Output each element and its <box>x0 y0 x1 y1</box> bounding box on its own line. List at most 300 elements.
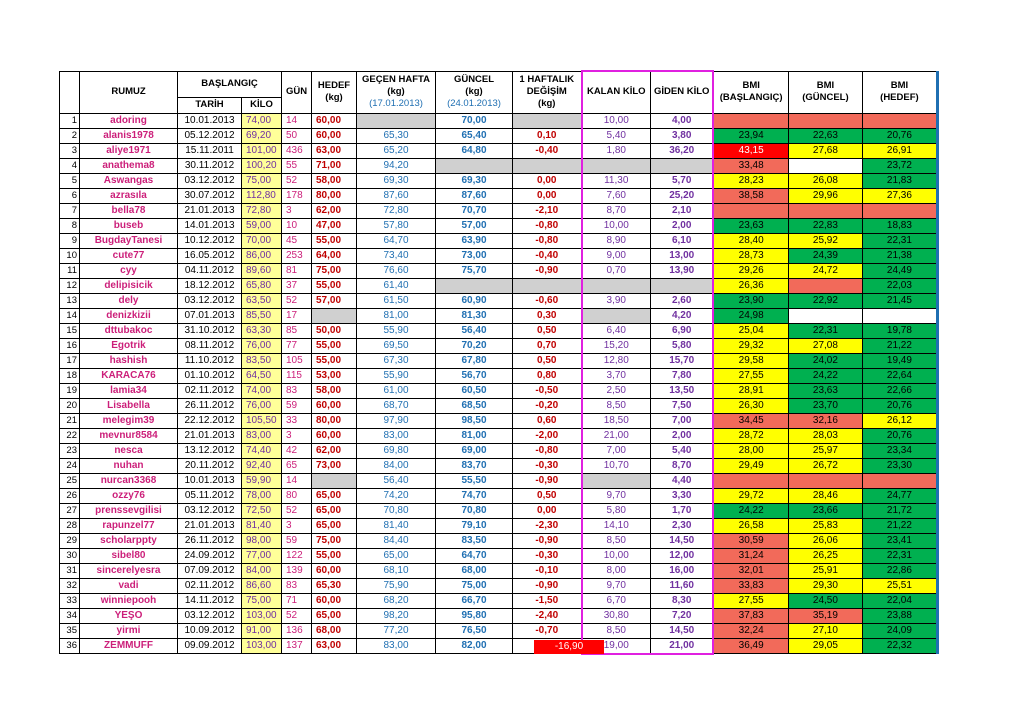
table-body <box>60 113 938 654</box>
bmi-target-cell: 20,76 <box>862 428 937 443</box>
day-count-cell: 10 <box>282 218 312 233</box>
bmi-current-cell: 23,70 <box>788 398 862 413</box>
lost-kilo-cell: 14,50 <box>651 623 714 638</box>
row-index-cell: 19 <box>60 383 80 398</box>
bmi-current-cell: 22,92 <box>788 293 862 308</box>
bmi-start-cell: 29,49 <box>713 458 788 473</box>
current-kilo-cell: 81,30 <box>436 308 513 323</box>
day-count-cell: 52 <box>282 173 312 188</box>
day-count-cell: 50 <box>282 128 312 143</box>
start-date-cell: 10.01.2013 <box>178 473 242 488</box>
weekly-change-cell: -0,70 <box>513 623 582 638</box>
table-row <box>60 113 938 128</box>
header-bmi2-a: BMI <box>816 80 835 91</box>
weekly-change-cell: -1,50 <box>513 593 582 608</box>
start-kilo-cell: 72,80 <box>242 203 282 218</box>
rumuz-cell: Aswangas <box>80 173 178 188</box>
last-week-kilo-cell <box>357 113 436 128</box>
row-index-cell: 32 <box>60 578 80 593</box>
target-kilo-cell: 65,00 <box>312 608 357 623</box>
start-date-cell: 10.09.2012 <box>178 623 242 638</box>
table-row <box>60 638 938 654</box>
weekly-change-cell: 0,00 <box>513 503 582 518</box>
bmi-current-cell: 22,63 <box>788 128 862 143</box>
lost-kilo-cell: 12,00 <box>651 548 714 563</box>
weekly-change-cell: -0,80 <box>513 218 582 233</box>
weekly-change-cell: -2,30 <box>513 518 582 533</box>
target-kilo-cell: 60,00 <box>312 563 357 578</box>
table-row <box>60 263 938 278</box>
target-kilo-cell: 55,00 <box>312 548 357 563</box>
day-count-cell: 14 <box>282 113 312 128</box>
day-count-cell: 52 <box>282 608 312 623</box>
current-kilo-cell: 64,70 <box>436 548 513 563</box>
start-date-cell: 16.05.2012 <box>178 248 242 263</box>
table-row <box>60 188 938 203</box>
lost-kilo-cell: 3,80 <box>651 128 714 143</box>
bmi-target-cell: 21,83 <box>862 173 937 188</box>
weekly-change-cell: -0,30 <box>513 458 582 473</box>
bmi-current-cell <box>788 203 862 218</box>
rumuz-cell: yirmi <box>80 623 178 638</box>
header-gun: GÜN <box>282 71 312 113</box>
last-week-kilo-cell: 61,40 <box>357 278 436 293</box>
remaining-kilo-cell: 8,50 <box>582 398 651 413</box>
current-kilo-cell: 82,00 <box>436 638 513 654</box>
table-row <box>60 233 938 248</box>
current-kilo-cell: 74,70 <box>436 488 513 503</box>
target-kilo-cell: 71,00 <box>312 158 357 173</box>
start-kilo-cell: 105,50 <box>242 413 282 428</box>
table-row <box>60 413 938 428</box>
day-count-cell: 85 <box>282 323 312 338</box>
start-date-cell: 30.07.2012 <box>178 188 242 203</box>
day-count-cell: 436 <box>282 143 312 158</box>
start-kilo-cell: 74,00 <box>242 383 282 398</box>
day-count-cell: 81 <box>282 263 312 278</box>
last-week-kilo-cell: 61,50 <box>357 293 436 308</box>
row-index-cell: 33 <box>60 593 80 608</box>
last-week-kilo-cell: 68,10 <box>357 563 436 578</box>
bmi-target-cell: 24,77 <box>862 488 937 503</box>
start-date-cell: 08.11.2012 <box>178 338 242 353</box>
remaining-kilo-cell: 9,70 <box>582 488 651 503</box>
bmi-target-cell: 18,83 <box>862 218 937 233</box>
start-kilo-cell: 85,50 <box>242 308 282 323</box>
bmi-current-cell: 28,03 <box>788 428 862 443</box>
remaining-kilo-cell: 0,70 <box>582 263 651 278</box>
header-gecen-unit: (kg) <box>387 86 405 97</box>
bmi-current-cell: 25,97 <box>788 443 862 458</box>
bmi-start-cell: 27,55 <box>713 368 788 383</box>
start-kilo-cell: 112,80 <box>242 188 282 203</box>
bmi-current-cell: 29,96 <box>788 188 862 203</box>
start-kilo-cell: 63,30 <box>242 323 282 338</box>
lost-kilo-cell: 13,00 <box>651 248 714 263</box>
start-date-cell: 13.12.2012 <box>178 443 242 458</box>
day-count-cell: 65 <box>282 458 312 473</box>
table-row <box>60 323 938 338</box>
remaining-kilo-cell: 6,40 <box>582 323 651 338</box>
row-index-cell: 2 <box>60 128 80 143</box>
row-index-cell: 6 <box>60 188 80 203</box>
bmi-current-cell: 26,72 <box>788 458 862 473</box>
table-row <box>60 278 938 293</box>
bmi-start-cell: 38,58 <box>713 188 788 203</box>
row-index-cell: 27 <box>60 503 80 518</box>
last-week-kilo-cell: 68,70 <box>357 398 436 413</box>
target-kilo-cell: 60,00 <box>312 398 357 413</box>
day-count-cell: 59 <box>282 533 312 548</box>
row-index-cell: 28 <box>60 518 80 533</box>
bmi-current-cell: 24,39 <box>788 248 862 263</box>
rumuz-cell: sibel80 <box>80 548 178 563</box>
rumuz-cell: vadi <box>80 578 178 593</box>
last-week-kilo-cell: 69,50 <box>357 338 436 353</box>
bmi-start-cell: 33,48 <box>713 158 788 173</box>
start-kilo-cell: 76,00 <box>242 338 282 353</box>
last-week-kilo-cell: 70,80 <box>357 503 436 518</box>
header-haftalik-line1: 1 HAFTALIK <box>519 74 575 85</box>
rumuz-cell: nuhan <box>80 458 178 473</box>
row-index-cell: 16 <box>60 338 80 353</box>
rumuz-cell: nesca <box>80 443 178 458</box>
table-row <box>60 518 938 533</box>
rumuz-cell: bella78 <box>80 203 178 218</box>
target-kilo-cell: 62,00 <box>312 203 357 218</box>
rumuz-cell: BugdayTanesi <box>80 233 178 248</box>
lost-kilo-cell: 6,10 <box>651 233 714 248</box>
lost-kilo-cell: 5,40 <box>651 443 714 458</box>
lost-kilo-cell <box>651 278 714 293</box>
remaining-kilo-cell: 7,00 <box>582 443 651 458</box>
rumuz-cell: delipisicik <box>80 278 178 293</box>
current-kilo-cell: 87,60 <box>436 188 513 203</box>
start-date-cell: 07.01.2013 <box>178 308 242 323</box>
current-kilo-cell: 70,70 <box>436 203 513 218</box>
last-week-kilo-cell: 64,70 <box>357 233 436 248</box>
target-kilo-cell: 58,00 <box>312 383 357 398</box>
bmi-current-cell: 25,92 <box>788 233 862 248</box>
last-week-kilo-cell: 69,30 <box>357 173 436 188</box>
start-kilo-cell: 81,40 <box>242 518 282 533</box>
target-kilo-cell: 60,00 <box>312 113 357 128</box>
last-week-kilo-cell: 55,90 <box>357 323 436 338</box>
start-kilo-cell: 103,00 <box>242 638 282 654</box>
header-guncel <box>436 71 513 113</box>
row-index-cell: 20 <box>60 398 80 413</box>
start-date-cell: 03.12.2012 <box>178 293 242 308</box>
last-week-kilo-cell: 61,00 <box>357 383 436 398</box>
target-kilo-cell: 80,00 <box>312 188 357 203</box>
last-week-kilo-cell: 65,20 <box>357 143 436 158</box>
day-count-cell: 105 <box>282 353 312 368</box>
row-index-cell: 30 <box>60 548 80 563</box>
lost-kilo-cell: 2,00 <box>651 218 714 233</box>
header-rumuz: RUMUZ <box>80 71 178 113</box>
bmi-start-cell: 29,72 <box>713 488 788 503</box>
start-date-cell: 15.11.2011 <box>178 143 242 158</box>
target-kilo-cell: 60,00 <box>312 593 357 608</box>
lost-kilo-cell <box>651 158 714 173</box>
header-bmi-hedef <box>862 71 937 113</box>
header-hedef-unit: (kg) <box>325 92 343 103</box>
bmi-current-cell: 26,08 <box>788 173 862 188</box>
day-count-cell: 55 <box>282 158 312 173</box>
weekly-change-cell: -2,00 <box>513 428 582 443</box>
lost-kilo-cell: 14,50 <box>651 533 714 548</box>
target-kilo-cell: 62,00 <box>312 443 357 458</box>
target-kilo-cell <box>312 308 357 323</box>
rumuz-cell: azrasıla <box>80 188 178 203</box>
target-kilo-cell: 80,00 <box>312 413 357 428</box>
bmi-target-cell: 23,30 <box>862 458 937 473</box>
bmi-start-cell: 24,22 <box>713 503 788 518</box>
bmi-target-cell: 23,34 <box>862 443 937 458</box>
rumuz-cell: YEŞO <box>80 608 178 623</box>
weekly-change-cell <box>513 278 582 293</box>
start-date-cell: 18.12.2012 <box>178 278 242 293</box>
bmi-target-cell: 22,03 <box>862 278 937 293</box>
bmi-start-cell: 23,94 <box>713 128 788 143</box>
remaining-kilo-cell: 19,00 <box>582 638 651 654</box>
start-date-cell: 26.11.2012 <box>178 398 242 413</box>
header-haftalik-line2: DEĞİŞİM <box>526 86 567 97</box>
row-index-cell: 13 <box>60 293 80 308</box>
weight-tracking-table <box>59 70 939 655</box>
bmi-target-cell: 22,64 <box>862 368 937 383</box>
weekly-change-cell: -0,40 <box>513 248 582 263</box>
table-row <box>60 503 938 518</box>
remaining-kilo-cell: 11,30 <box>582 173 651 188</box>
weekly-change-cell: -0,90 <box>513 263 582 278</box>
bmi-start-cell: 23,63 <box>713 218 788 233</box>
row-index-cell: 31 <box>60 563 80 578</box>
current-kilo-cell: 65,40 <box>436 128 513 143</box>
weekly-change-cell: 0,70 <box>513 338 582 353</box>
header-bmi3-a: BMI <box>890 80 909 91</box>
last-week-kilo-cell: 65,30 <box>357 128 436 143</box>
header-bmi1-a: BMI <box>742 80 760 91</box>
table-row <box>60 458 938 473</box>
start-date-cell: 22.12.2012 <box>178 413 242 428</box>
weekly-change-cell: -0,80 <box>513 443 582 458</box>
day-count-cell: 83 <box>282 578 312 593</box>
bmi-current-cell: 27,10 <box>788 623 862 638</box>
target-kilo-cell: 65,00 <box>312 503 357 518</box>
table-row <box>60 563 938 578</box>
row-index-cell: 22 <box>60 428 80 443</box>
bmi-target-cell <box>862 203 937 218</box>
row-index-cell: 10 <box>60 248 80 263</box>
header-guncel-unit: (kg) <box>465 86 483 97</box>
start-kilo-cell: 75,00 <box>242 173 282 188</box>
start-date-cell: 03.12.2012 <box>178 173 242 188</box>
current-kilo-cell: 70,80 <box>436 503 513 518</box>
start-kilo-cell: 64,50 <box>242 368 282 383</box>
start-date-cell: 05.11.2012 <box>178 488 242 503</box>
weekly-change-cell: -0,50 <box>513 383 582 398</box>
bmi-start-cell: 36,49 <box>713 638 788 654</box>
start-kilo-cell: 59,00 <box>242 218 282 233</box>
rumuz-cell: anathema8 <box>80 158 178 173</box>
rumuz-cell: melegim39 <box>80 413 178 428</box>
lost-kilo-cell: 16,00 <box>651 563 714 578</box>
lost-kilo-cell: 2,30 <box>651 518 714 533</box>
current-kilo-cell: 68,00 <box>436 563 513 578</box>
rumuz-cell: denizkizii <box>80 308 178 323</box>
target-kilo-cell: 75,00 <box>312 533 357 548</box>
day-count-cell: 71 <box>282 593 312 608</box>
table-row <box>60 548 938 563</box>
start-kilo-cell: 70,00 <box>242 233 282 248</box>
target-kilo-cell: 73,00 <box>312 458 357 473</box>
bmi-current-cell: 27,68 <box>788 143 862 158</box>
start-date-cell: 07.09.2012 <box>178 563 242 578</box>
current-kilo-cell: 56,70 <box>436 368 513 383</box>
bmi-current-cell: 26,06 <box>788 533 862 548</box>
start-kilo-cell: 91,00 <box>242 623 282 638</box>
lost-kilo-cell: 13,50 <box>651 383 714 398</box>
table-row <box>60 173 938 188</box>
bmi-start-cell: 29,58 <box>713 353 788 368</box>
day-count-cell: 45 <box>282 233 312 248</box>
current-kilo-cell <box>436 158 513 173</box>
current-kilo-cell: 68,50 <box>436 398 513 413</box>
header-guncel-date: (24.01.2013) <box>447 98 501 109</box>
bmi-start-cell: 23,90 <box>713 293 788 308</box>
header-gecen-date: (17.01.2013) <box>369 98 423 109</box>
current-kilo-cell: 56,40 <box>436 323 513 338</box>
start-date-cell: 21.01.2013 <box>178 203 242 218</box>
start-date-cell: 14.01.2013 <box>178 218 242 233</box>
start-kilo-cell: 92,40 <box>242 458 282 473</box>
day-count-cell: 52 <box>282 293 312 308</box>
weekly-change-total: -16,90 <box>534 640 604 654</box>
bmi-target-cell: 26,91 <box>862 143 937 158</box>
day-count-cell: 3 <box>282 428 312 443</box>
bmi-current-cell <box>788 113 862 128</box>
bmi-current-cell: 22,31 <box>788 323 862 338</box>
header-bmi-guncel <box>788 71 862 113</box>
last-week-kilo-cell: 56,40 <box>357 473 436 488</box>
row-index-cell: 26 <box>60 488 80 503</box>
row-index-cell: 17 <box>60 353 80 368</box>
bmi-current-cell <box>788 158 862 173</box>
header-bmi-baslangic <box>713 71 788 113</box>
bmi-target-cell: 23,88 <box>862 608 937 623</box>
current-kilo-cell: 73,00 <box>436 248 513 263</box>
target-kilo-cell: 64,00 <box>312 248 357 263</box>
bmi-current-cell: 24,02 <box>788 353 862 368</box>
last-week-kilo-cell: 57,80 <box>357 218 436 233</box>
start-kilo-cell: 86,60 <box>242 578 282 593</box>
bmi-target-cell: 20,76 <box>862 128 937 143</box>
last-week-kilo-cell: 83,00 <box>357 638 436 654</box>
start-date-cell: 03.12.2012 <box>178 608 242 623</box>
current-kilo-cell <box>436 278 513 293</box>
table-row <box>60 383 938 398</box>
rumuz-cell: Lisabella <box>80 398 178 413</box>
last-week-kilo-cell: 98,20 <box>357 608 436 623</box>
bmi-target-cell: 25,51 <box>862 578 937 593</box>
remaining-kilo-cell: 6,70 <box>582 593 651 608</box>
last-week-kilo-cell: 75,90 <box>357 578 436 593</box>
day-count-cell: 33 <box>282 413 312 428</box>
bmi-target-cell: 22,31 <box>862 233 937 248</box>
header-kilo: KİLO <box>242 97 282 113</box>
day-count-cell: 80 <box>282 488 312 503</box>
bmi-start-cell: 37,83 <box>713 608 788 623</box>
bmi-start-cell: 43,15 <box>713 143 788 158</box>
remaining-kilo-cell <box>582 158 651 173</box>
start-kilo-cell: 75,00 <box>242 593 282 608</box>
last-week-kilo-cell: 84,00 <box>357 458 436 473</box>
day-count-cell: 178 <box>282 188 312 203</box>
target-kilo-cell: 50,00 <box>312 323 357 338</box>
remaining-kilo-cell <box>582 473 651 488</box>
bmi-current-cell <box>788 473 862 488</box>
bmi-target-cell: 22,66 <box>862 383 937 398</box>
day-count-cell: 83 <box>282 383 312 398</box>
bmi-target-cell: 27,36 <box>862 188 937 203</box>
target-kilo-cell: 57,00 <box>312 293 357 308</box>
start-date-cell: 21.01.2013 <box>178 428 242 443</box>
bmi-current-cell: 29,05 <box>788 638 862 654</box>
rumuz-cell: aliye1971 <box>80 143 178 158</box>
start-date-cell: 04.11.2012 <box>178 263 242 278</box>
row-index-cell: 34 <box>60 608 80 623</box>
current-kilo-cell: 75,00 <box>436 578 513 593</box>
current-kilo-cell: 75,70 <box>436 263 513 278</box>
header-index <box>60 71 80 113</box>
lost-kilo-cell: 13,90 <box>651 263 714 278</box>
target-kilo-cell: 65,00 <box>312 518 357 533</box>
last-week-kilo-cell: 74,20 <box>357 488 436 503</box>
row-index-cell: 23 <box>60 443 80 458</box>
current-kilo-cell: 70,20 <box>436 338 513 353</box>
table-row <box>60 308 938 323</box>
day-count-cell: 139 <box>282 563 312 578</box>
start-date-cell: 10.12.2012 <box>178 233 242 248</box>
weekly-change-cell: -0,90 <box>513 578 582 593</box>
bmi-start-cell: 33,83 <box>713 578 788 593</box>
start-date-cell: 01.10.2012 <box>178 368 242 383</box>
header-haftalik-degisim <box>513 71 582 113</box>
day-count-cell: 77 <box>282 338 312 353</box>
rumuz-cell: ZEMMUFF <box>80 638 178 654</box>
bmi-target-cell: 22,04 <box>862 593 937 608</box>
lost-kilo-cell: 15,70 <box>651 353 714 368</box>
lost-kilo-cell: 2,60 <box>651 293 714 308</box>
remaining-kilo-cell: 8,90 <box>582 233 651 248</box>
lost-kilo-cell: 2,00 <box>651 428 714 443</box>
start-kilo-cell: 98,00 <box>242 533 282 548</box>
bmi-start-cell: 30,59 <box>713 533 788 548</box>
header-gecen-title: GEÇEN HAFTA <box>362 74 430 85</box>
rumuz-cell: prenssevgilisi <box>80 503 178 518</box>
weekly-change-cell: -2,40 <box>513 608 582 623</box>
table-row <box>60 248 938 263</box>
row-index-cell: 29 <box>60 533 80 548</box>
header-hedef <box>312 71 357 113</box>
start-date-cell: 26.11.2012 <box>178 533 242 548</box>
start-kilo-cell: 76,00 <box>242 398 282 413</box>
last-week-kilo-cell: 77,20 <box>357 623 436 638</box>
weekly-change-cell: 0,30 <box>513 308 582 323</box>
row-index-cell: 5 <box>60 173 80 188</box>
row-index-cell: 7 <box>60 203 80 218</box>
